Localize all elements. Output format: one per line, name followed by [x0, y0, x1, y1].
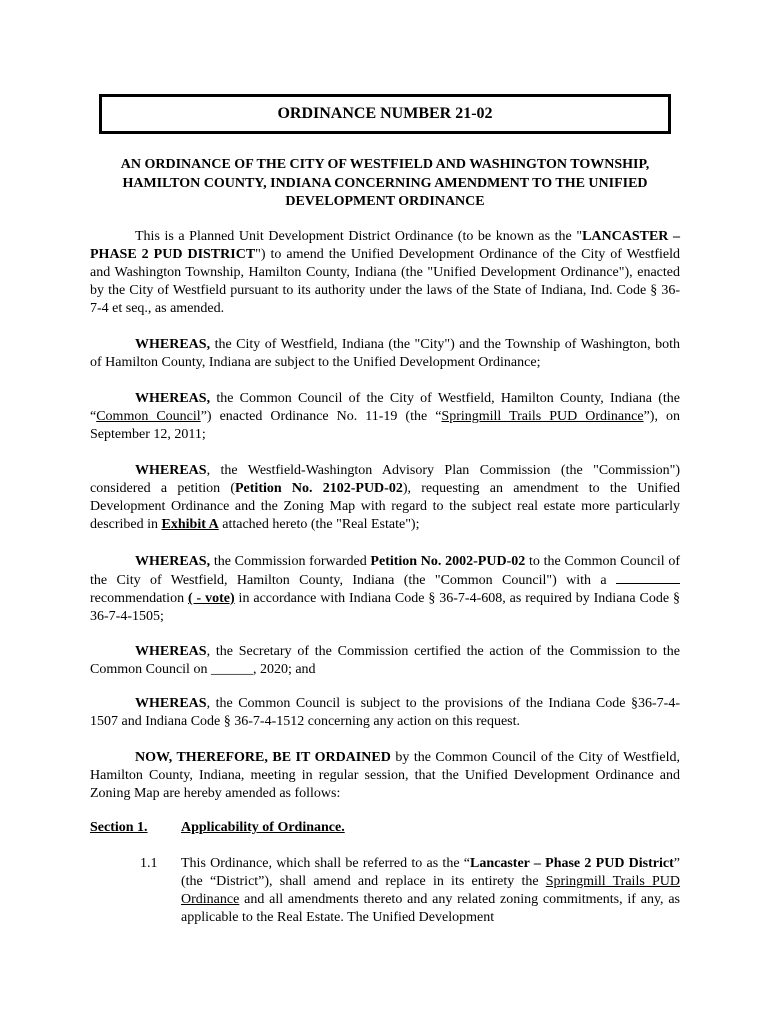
subsection-number: 1.1: [140, 856, 158, 871]
title-box: [99, 94, 671, 134]
section-number: Section 1.: [90, 820, 148, 835]
ordinance-heading: AN ORDINANCE OF THE CITY OF WESTFIELD AND WASHINGTON TOWNSHIP, HAMILTON COUNTY, INDIANA CONCERNING AMENDMENT TO THE UNIFIED DEVELOPMENT ORDINANCE: [120, 157, 650, 209]
ordained-paragraph: NOW, THEREFORE, BE IT ORDAINED by the Common Council of the City of Westfield, Hamilton County, Indiana, meeting in regular session, that the Unified Development Ordinance and Zoning Map are hereby amended as follows:: [90, 750, 680, 801]
whereas-paragraph-1: WHEREAS, the City of Westfield, Indiana (the "City") and the Township of Washington, both of Hamilton County, Indiana are subject to the Unified Development Ordinance;: [90, 337, 681, 370]
section-title: Applicability of Ordinance.: [181, 820, 345, 835]
district-name: LANCASTER – PHASE 2 PUD DISTRICT: [90, 229, 680, 262]
recommendation-blank: [616, 571, 680, 584]
whereas-paragraph-6: WHEREAS, the Common Council is subject to the provisions of the Indiana Code §36-7-4-1507 and Indiana Code § 36-7-4-1512 concerning any action on this request.: [90, 696, 680, 729]
whereas-paragraph-5: WHEREAS, the Secretary of the Commission certified the action of the Commission to the Common Council on ______, 2020; and: [90, 644, 680, 677]
whereas-paragraph-3: WHEREAS, the Westfield-Washington Advisory Plan Commission (the "Commission") considered a petition (Petition No. 2102-PUD-02), requesting an amendment to the Unified Development Ordinance and the Zoning Map with regard to the subject real estate more particularly described in Exhibit A attached hereto (the "Real Estate");: [90, 463, 681, 532]
whereas-paragraph-4: WHEREAS, the Commission forwarded Petition No. 2002-PUD-02 to the Common Council of the City of Westfield, Hamilton County, Indiana (the "Common Council") with a recommendation ( - vote) in accordance with Indiana Code § 36-7-4-608, as required by Indiana Code § 36-7-4-1505;: [90, 554, 680, 624]
whereas-paragraph-2: WHEREAS, the Common Council of the City of Westfield, Hamilton County, Indiana (the “Common Council”) enacted Ordinance No. 11-19 (the “Springmill Trails PUD Ordinance”), on September 12, 2011;: [90, 391, 681, 442]
subsection-text: This Ordinance, which shall be referred to as the “Lancaster – Phase 2 PUD District” (the “District”), shall amend and replace in its entirety the Springmill Trails PUD Ordinance and all amendments thereto and any related zoning commitments, if any, as applicable to the Real Estate. The Unified Development: [181, 856, 680, 925]
intro-paragraph: This is a Planned Unit Development District Ordinance (to be known as the "LANCASTER – PHASE 2 PUD DISTRICT") to amend the Unified Development Ordinance of the City of Westfield and Washington Township, Hamilton County, Indiana (the "Unified Development Ordinance"), enacted by the City of Westfield pursuant to its authority under the laws of the State of Indiana, Ind. Code § 36-7-4 et seq., as amended.: [90, 229, 680, 316]
ordinance-title: ORDINANCE NUMBER 21-02: [277, 105, 493, 122]
